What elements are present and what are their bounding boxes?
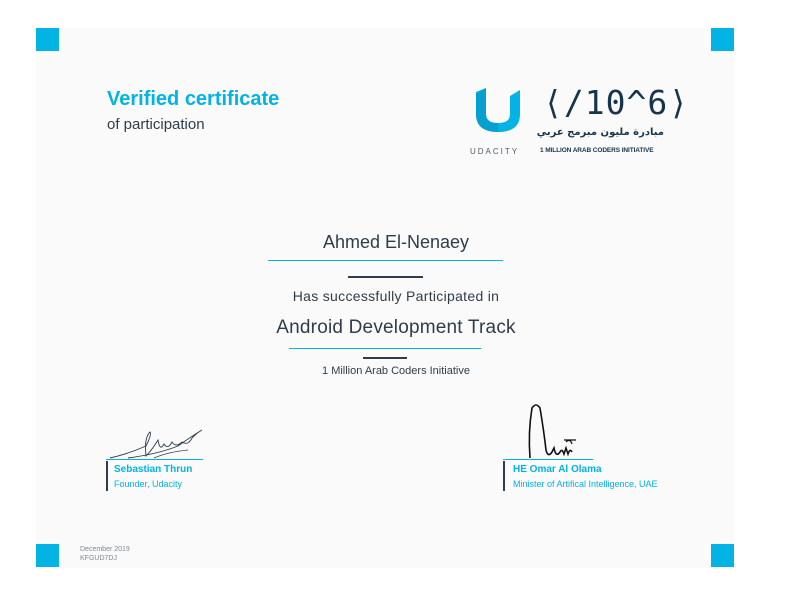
signatory-role: Minister of Artifical Intelligence, UAE — [513, 479, 658, 489]
corner-square-top-right — [711, 28, 734, 51]
signatory-name: HE Omar Al Olama — [513, 464, 602, 475]
signature-sebastian-thrun — [108, 428, 204, 462]
divider-dash — [348, 276, 423, 278]
certificate-title: Verified certificate — [107, 88, 280, 110]
corner-square-bottom-left — [36, 544, 59, 567]
participation-statement: Has successfully Participated in — [292, 288, 500, 304]
corner-square-top-left — [36, 28, 59, 51]
signatory-name: Sebastian Thrun — [114, 464, 193, 475]
signature-line — [106, 459, 203, 460]
udacity-wordmark: UDACITY — [470, 147, 520, 156]
coders-initiative-logo: ⟨/10^6⟩ — [543, 83, 690, 122]
signature-omar-al-olama — [520, 402, 592, 460]
signatory-bar — [503, 461, 505, 491]
certificate-subtitle: of participation — [107, 116, 205, 133]
divider-dash-2 — [363, 357, 407, 359]
corner-square-bottom-right — [711, 544, 734, 567]
signature-line — [503, 459, 593, 460]
coders-initiative-arabic: مبادرة مليون مبرمج عربي — [536, 127, 664, 138]
coders-initiative-tagline: 1 MILLION ARAB CODERS INITIATIVE — [540, 147, 654, 154]
recipient-name: Ahmed El-Nenaey — [322, 232, 470, 252]
initiative-name: 1 Million Arab Coders Initiative — [322, 365, 470, 377]
udacity-logo-icon — [472, 86, 524, 136]
issue-date: December 2019 — [80, 546, 130, 553]
program-name: Android Development Track — [276, 317, 516, 338]
signatory-bar — [106, 461, 108, 491]
signatory-role: Founder, Udacity — [114, 479, 183, 489]
name-underline — [268, 260, 503, 261]
program-underline — [289, 348, 481, 349]
certificate-code: KFGUD7DJ — [80, 555, 117, 562]
